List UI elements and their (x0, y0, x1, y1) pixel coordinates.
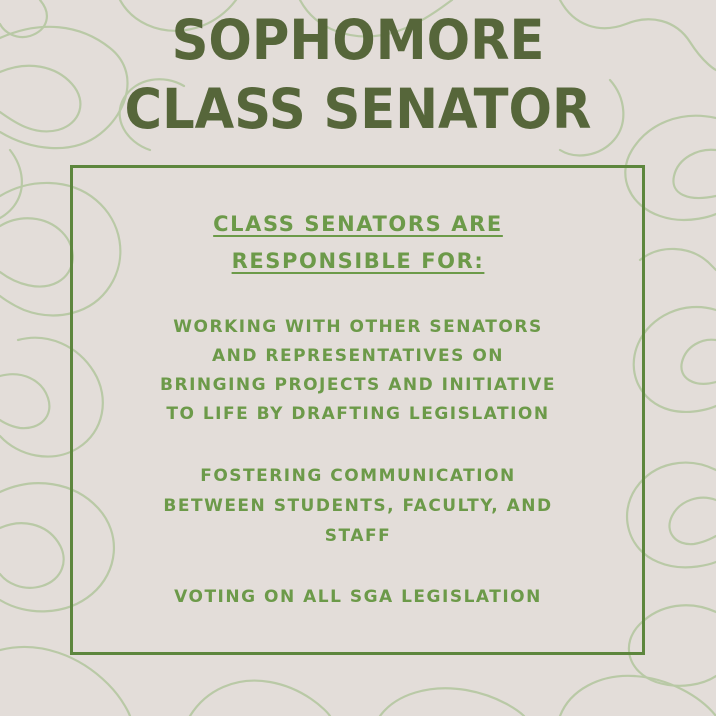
responsibility-1-line-4: TO LIFE BY DRAFTING LEGISLATION (166, 404, 550, 424)
responsibilities-heading-line-1: CLASS SENATORS ARE (213, 212, 503, 236)
responsibility-3-line-1: VOTING ON ALL SGA LEGISLATION (174, 587, 542, 607)
page-title-line-2: CLASS SENATOR (124, 77, 592, 141)
responsibility-2-line-1: FOSTERING COMMUNICATION (200, 466, 516, 486)
responsibility-2-line-2: BETWEEN STUDENTS, FACULTY, AND (163, 496, 553, 516)
page-title-line-1: SOPHOMORE (171, 8, 545, 72)
responsibility-2-line-3: STAFF (324, 526, 392, 546)
responsibilities-heading-line-2: RESPONSIBLE FOR: (231, 249, 485, 273)
responsibility-1-line-1: WORKING WITH OTHER SENATORS (173, 317, 543, 337)
responsibility-1-line-2: AND REPRESENTATIVES ON (211, 346, 504, 366)
responsibility-1-line-3: BRINGING PROJECTS AND INITIATIVE (160, 375, 556, 395)
